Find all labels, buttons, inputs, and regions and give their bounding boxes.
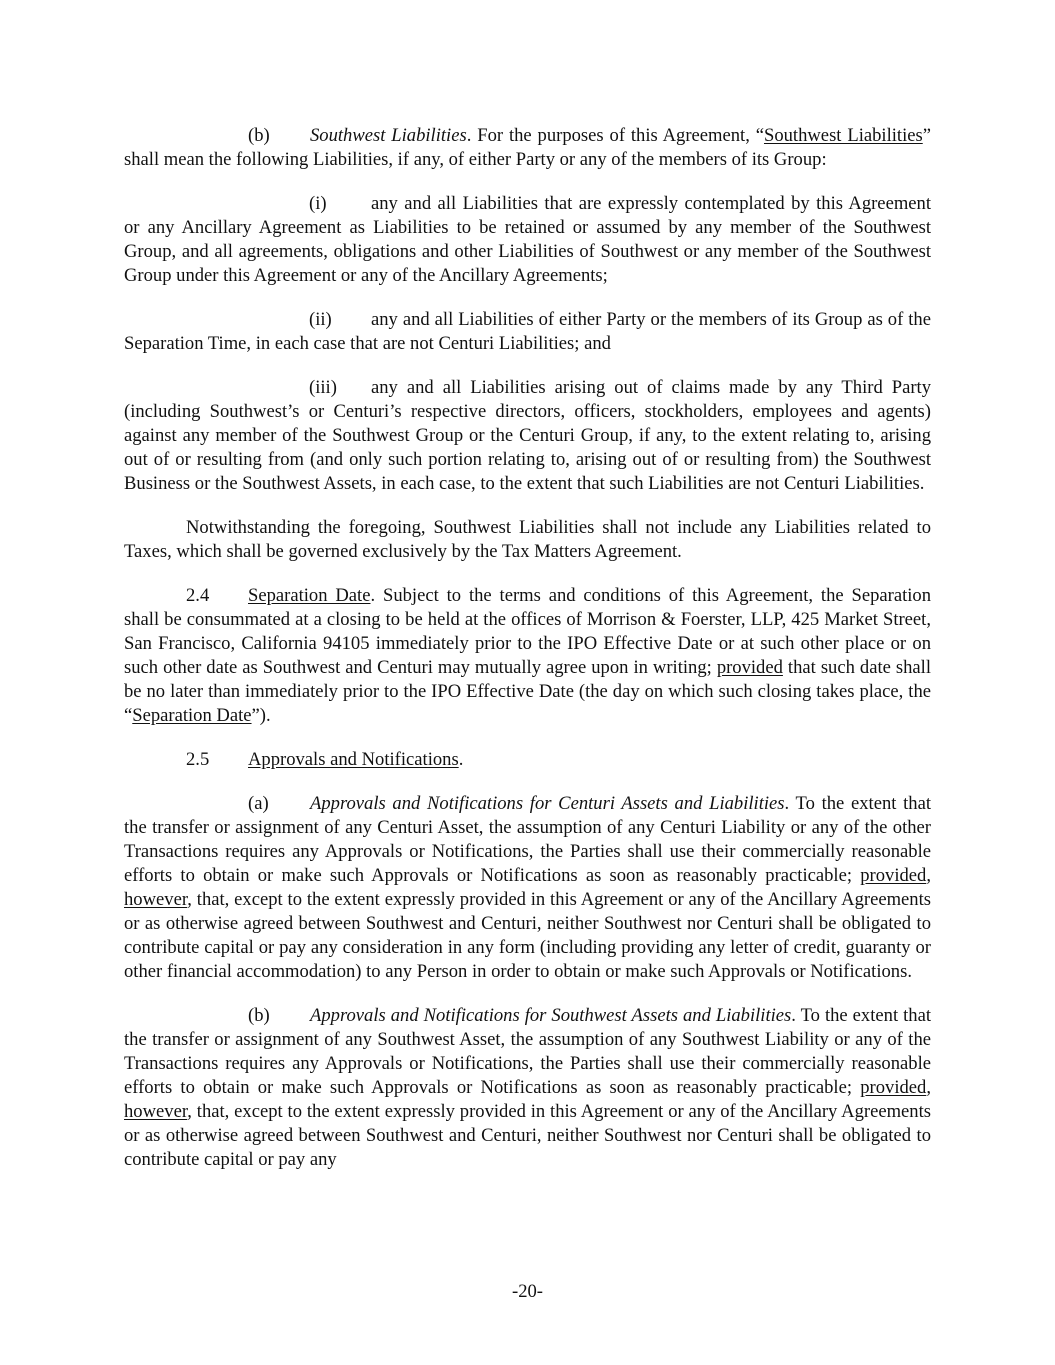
page-body (124, 124, 931, 1192)
paragraph-number: (b) (248, 1005, 270, 1026)
provided-term: provided (716, 657, 783, 678)
however-term: however (124, 889, 188, 910)
provided-term: provided (860, 865, 927, 886)
section-heading: Separation Date (248, 585, 371, 606)
defined-term: Southwest Liabilities (763, 125, 923, 146)
paragraph-2-5-a: (a) Approvals and Notifications for Centuri Assets and Liabilities. To the extent that the transfer or assignment of any Centuri Asset, the assumption of any Centuri Liability or any of the other Transactions requires any Approvals or Notifications, the Parties shall use their commercially reasonable efforts to obtain or make such Approvals or Notifications as soon as reasonably practicable; provided, however, that, except to the extent expressly provided in this Agreement or any of the Ancillary Agreements or as otherwise agreed between Southwest and Centuri, neither Southwest nor Centuri shall be obligated to contribute capital or pay any consideration in any form (including providing any letter of credit, guaranty or other financial accommodation) to any Person in order to obtain or make such Approvals or Notifications. (124, 793, 931, 982)
paragraph-heading: Approvals and Notifications for Centuri Assets and Liabilities (310, 793, 785, 814)
section-heading: Approvals and Notifications (248, 749, 459, 770)
section-number: 2.4 (186, 585, 210, 606)
paragraph-number: (ii) (309, 309, 332, 330)
section-2-4-separation-date: 2.4 Separation Date. Subject to the terms and conditions of this Agreement, the Separation shall be consummated at a closing to be held at the offices of Morrison & Foerster, LLP, 425 Market Street, San Francisco, California 94105 immediately prior to the IPO Effective Date or at such other place or on such other date as Southwest and Centuri may mutually agree upon in writing; provided that such date shall be no later than immediately prior to the IPO Effective Date (the day on which such closing takes place, the “Separation Date”). (124, 585, 931, 726)
paragraph-iii: (iii) any and all Liabilities arising out of claims made by any Third Party (including Southwest’s or Centuri’s respective directors, officers, stockholders, employees and agents) against any member of the Southwest Group or the Centuri Group, if any, to the extent relating to, arising out of or resulting from (and only such portion relating to, arising out of or resulting from) the Southwest Business or the Southwest Assets, in each case, to the extent that such Liabilities are not Centuri Liabilities. (124, 377, 931, 494)
section-number: 2.5 (186, 749, 210, 770)
section-2-5-heading: 2.5 Approvals and Notifications. (186, 749, 464, 770)
defined-term: Separation Date (132, 705, 252, 726)
paragraph-i: (i) any and all Liabilities that are expressly contemplated by this Agreement or any Ancillary Agreement as Liabilities to be retained or assumed by any member of the Southwest Group, and all agreements, obligations and other Liabilities of Southwest or any member of the Southwest Group under this Agreement or any of the Ancillary Agreements; (124, 193, 931, 286)
paragraph-b-southwest-liabilities: (b) Southwest Liabilities. For the purposes of this Agreement, “Southwest Liabilities” shall mean the following Liabilities, if any, of either Party or any of the members of its Group: (124, 125, 931, 170)
paragraph-number: (iii) (309, 377, 337, 398)
paragraph-notwithstanding: Notwithstanding the foregoing, Southwest Liabilities shall not include any Liabilities related to Taxes, which shall be governed exclusively by the Tax Matters Agreement. (124, 517, 931, 562)
paragraph-number: (i) (309, 193, 327, 214)
paragraph-number: (b) (248, 125, 270, 146)
paragraph-ii: (ii) any and all Liabilities of either Party or the members of its Group as of the Separation Time, in each case that are not Centuri Liabilities; and (124, 309, 931, 354)
however-term: however (124, 1101, 188, 1122)
page-number: -20- (512, 1281, 543, 1302)
provided-term: provided (860, 1077, 927, 1098)
paragraph-2-5-b: (b) Approvals and Notifications for Southwest Assets and Liabilities. To the extent that the transfer or assignment of any Southwest Asset, the assumption of any Southwest Liability or any of the Transactions requires any Approvals or Notifications, the Parties shall use their commercially reasonable efforts to obtain or make such Approvals or Notifications as soon as reasonably practicable; provided, however, that, except to the extent expressly provided in this Agreement or any of the Ancillary Agreements or as otherwise agreed between Southwest and Centuri, neither Southwest nor Centuri shall be obligated to contribute capital or pay any (124, 1005, 931, 1170)
paragraph-heading: Approvals and Notifications for Southwest Assets and Liabilities (310, 1005, 792, 1026)
paragraph-number: (a) (248, 793, 269, 814)
paragraph-heading: Southwest Liabilities (310, 125, 467, 146)
